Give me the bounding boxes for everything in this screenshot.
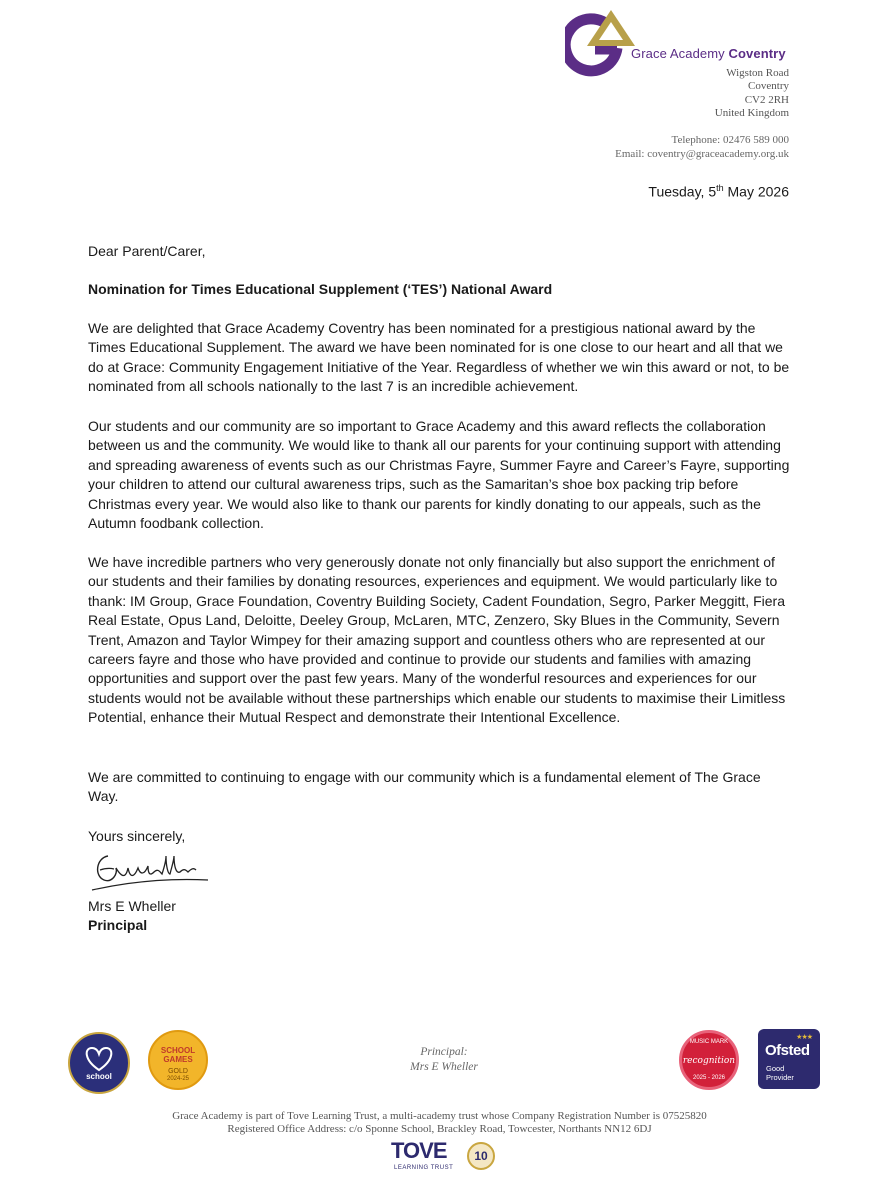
address-line: Coventry — [748, 80, 789, 93]
signer-role: Principal — [88, 917, 148, 933]
tove-anniversary-badge: 10 — [467, 1142, 495, 1170]
ofsted-badge — [758, 1029, 820, 1089]
address-line: CV2 2RH — [744, 93, 789, 106]
signer-name: Mrs E Wheller — [88, 898, 176, 914]
games-year: 2024-25 — [166, 1076, 190, 1082]
school-name: Grace Academy Coventry — [631, 46, 786, 61]
address-line: Wigston Road — [726, 67, 789, 79]
legal-notice — [60, 1110, 819, 1136]
games-level: GOLD — [168, 1068, 188, 1075]
paragraph: We are delighted that Grace Academy Coventry has been nominated for a prestigious national award by the Times Educational Supplement. The award we have been nominated for is one close to our heart and all that we do at Grace: Community Engagement Initiative of the Year. Regardless of whether we win this award or not, to be nominated from all schools nationally to the last 7 is an incredible achievement. — [88, 320, 790, 395]
legal-line: Registered Office Address: c/o Sponne School, Brackley Road, Towcester, Northants NN12 6DJ — [227, 1123, 652, 1135]
tove-subtitle: LEARNING TRUST — [394, 1165, 454, 1171]
email: Email: coventry@graceacademy.org.uk — [615, 148, 789, 160]
badge-heart-label: school — [86, 1072, 112, 1081]
closing: Yours sincerely, — [88, 828, 186, 844]
letter-date: Tuesday, 5th May 2026 — [648, 183, 789, 200]
stars-icon: ★★★ — [796, 1034, 812, 1041]
principal-name: Mrs E Wheller — [410, 1061, 478, 1073]
school-games-badge — [148, 1030, 208, 1090]
paragraph: We have incredible partners who very generously donate not only financially but also support the enrichment of our students and their families by donating resources, experiences and equipment. We would particularly like to thank: IM Group, Grace Foundation, Coventry Building Society, Cadent Foundation, Segro, Parker Meggitt, Fiera Real Estate, Opus Land, Deloitte, Deeley Group, McLaren, MTC, Zenzero, Sky Blues in the Community, Severn Trent, Amazon and Taylor Wimpey for their amazing support and countless others who are represented at our careers fayre and those who have provided and continue to provide our students and families with amazing opportunities and support over the past few years. Many of the wonderful resources and experiences for our students would not be available without these partnerships which enable our students to maximise their Limitless Potential, enhance their Mutual Respect and demonstrate their Intentional Excellence. — [88, 554, 786, 726]
ofsted-rating: Good Provider — [766, 1064, 794, 1082]
grace-logo-icon — [565, 8, 635, 80]
music-recognition: recognition — [682, 1056, 736, 1066]
paragraph: We are committed to continuing to engage with our community which is a fundamental element of The Grace Way. — [88, 769, 761, 805]
letter-subject: Nomination for Times Educational Supplement (‘TES’) National Award — [88, 281, 553, 297]
ofsted-name: Ofsted — [765, 1042, 810, 1059]
music-year: 2025 - 2026 — [692, 1075, 726, 1081]
principal-label: Principal: — [420, 1046, 468, 1058]
tove-name: TOVE — [391, 1138, 447, 1163]
heart-school-badge — [68, 1032, 130, 1094]
address-line: United Kingdom — [714, 106, 789, 119]
school-address — [715, 67, 789, 120]
salutation: Dear Parent/Carer, — [88, 243, 206, 259]
music-title: MUSIC MARK — [689, 1039, 729, 1045]
telephone: Telephone: 02476 589 000 — [671, 134, 789, 146]
footer-principal — [379, 1045, 509, 1075]
legal-line: Grace Academy is part of Tove Learning Trust, a multi-academy trust whose Company Registration Number is 07525820 — [172, 1110, 707, 1122]
contact-details — [615, 133, 789, 161]
tove-logo — [391, 1138, 501, 1178]
music-mark-badge — [679, 1030, 739, 1090]
games-title: SCHOOL GAMES — [160, 1046, 196, 1064]
paragraph: Our students and our community are so important to Grace Academy and this award reflects the collaboration between us and the community. We would like to thank all our parents for your continuing support with attending and spreading awareness of events such as our Christmas Fayre, Summer Fayre and Career’s Fayre, supporting your children to attend our cultural awareness trips, such as the Samaritan’s shoe box packing trip before Christmas every year. We would also like to thank our parents for kindly donating to our appeals, such as the Autumn foodbank collection. — [88, 418, 790, 532]
signature-icon — [88, 846, 218, 896]
